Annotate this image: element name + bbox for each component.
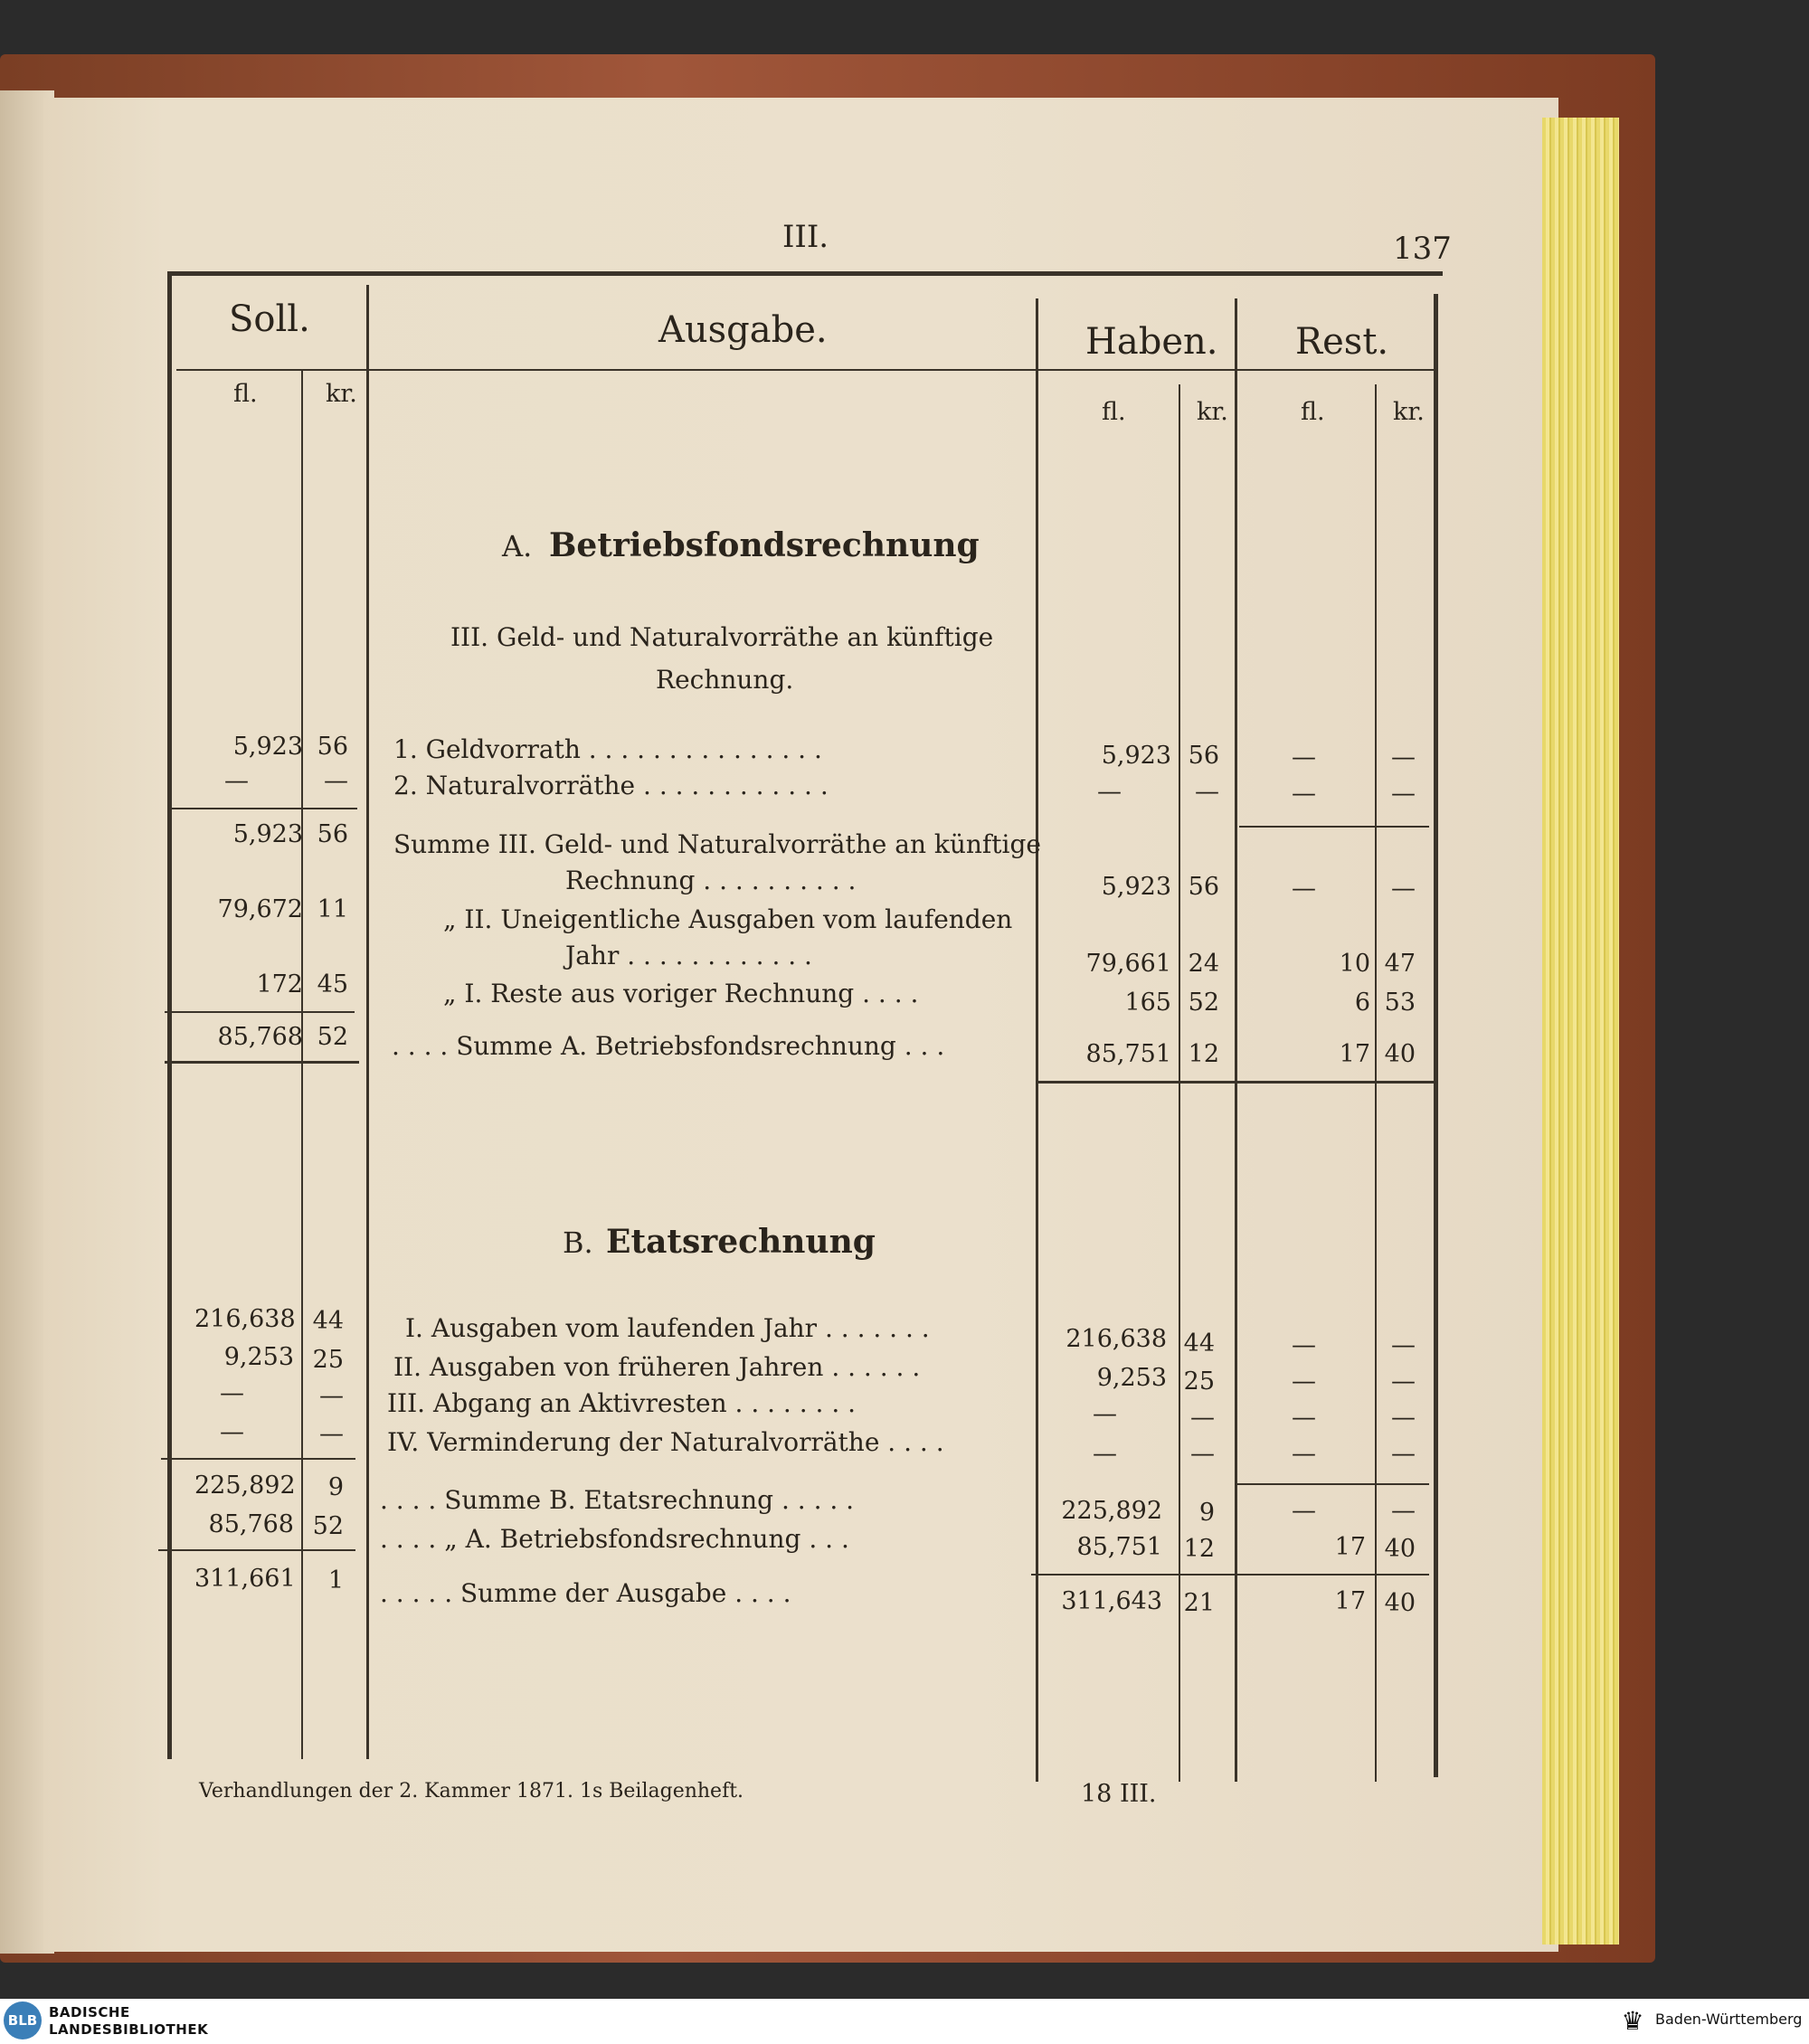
rest-kr: 47 [1384,950,1416,978]
col-sub-haben-fl: fl. [1102,398,1126,426]
sum-rule [1235,1483,1429,1485]
haben-kr: — [1190,1404,1215,1432]
bw-wordmark[interactable]: Baden-Württemberg [1655,2011,1803,2028]
soll-kr: 11 [317,895,348,923]
rest-kr: 40 [1384,1040,1416,1068]
rest-fl: — [1292,1497,1316,1525]
soll-fl: 172 [256,970,303,998]
row-label: IV. Verminderung der Naturalvorräthe . . . . [387,1427,944,1457]
rest-fl: — [1292,780,1316,808]
soll-fl: 5,923 [232,820,303,848]
row-label: . . . . . Summe der Ausgabe . . . . [380,1578,791,1608]
soll-fl: 311,661 [194,1565,296,1593]
rest-fl: — [1292,1367,1316,1396]
soll-kr: 9 [327,1473,344,1501]
soll-fl: — [224,767,249,795]
rest-fl: — [1292,1331,1316,1359]
col-divider-rest [1235,298,1237,1782]
haben-kr: 24 [1188,950,1219,978]
soll-fl: — [220,1379,244,1407]
rest-fl: 17 [1334,1587,1366,1615]
haben-fl: 311,643 [1061,1587,1162,1615]
rest-kr: 53 [1384,989,1416,1017]
section-a-title: Betriebsfondsrechnung [549,526,980,564]
haben-fl: — [1093,1400,1117,1428]
col-sub-rest-kr: kr. [1393,398,1425,426]
soll-kr: 52 [312,1512,344,1540]
haben-kr: 21 [1183,1589,1215,1617]
soll-fl: 85,768 [217,1023,303,1051]
rest-fl: — [1292,875,1316,903]
col-sub-haben-kr: kr. [1197,398,1228,426]
col-sub-soll-fl: fl. [233,380,258,408]
row-label: . . . . „ A. Betriebsfondsrechnung . . . [380,1524,849,1554]
sum-rule-double [165,1061,359,1064]
viewer-footer-bar [0,1999,1809,2044]
row-label: . . . . Summe B. Etatsrechnung . . . . . [380,1485,855,1515]
sum-rule [1031,1574,1429,1576]
table-top-rule [167,271,1443,276]
haben-kr: 52 [1188,989,1219,1017]
haben-fl: 85,751 [1085,1040,1171,1068]
col-header-rest: Rest. [1295,321,1389,363]
rest-fl: — [1292,1404,1316,1432]
haben-fl: 216,638 [1066,1325,1167,1353]
blb-logo-icon[interactable]: BLB [4,2001,42,2039]
sum-rule [158,1549,355,1551]
right-border [1434,294,1438,1777]
sum-rule [1239,826,1429,828]
soll-fl: 85,768 [208,1510,294,1538]
soll-kr: 45 [317,970,348,998]
col-sub-soll-kr: kr. [326,380,357,408]
haben-kr: 56 [1188,873,1219,901]
section-a-subtitle-2: Rechnung. [656,665,794,695]
col-divider-soll [366,285,369,1759]
soll-fl: 225,892 [194,1471,296,1500]
rest-kr: — [1391,780,1416,808]
col-header-ausgabe: Ausgabe. [658,309,828,351]
haben-fl: 225,892 [1061,1497,1162,1525]
footer-signature: 18 III. [1081,1780,1157,1808]
row-label: Summe III. Geld- und Naturalvorräthe an künftige [393,829,1041,859]
row-label-cont: Jahr . . . . . . . . . . . . [565,941,812,970]
haben-fl: 79,661 [1085,950,1171,978]
soll-kr: 25 [312,1346,344,1374]
row-label: „ I. Reste aus voriger Rechnung . . . . [443,979,919,1008]
rest-fl: 17 [1339,1040,1370,1068]
blb-line-1: BADISCHE [49,2004,130,2020]
haben-kr: 12 [1188,1040,1219,1068]
page-edges [1542,118,1619,1945]
soll-fl: 79,672 [217,895,303,923]
rest-fl: 10 [1339,950,1370,978]
rest-kr: — [1391,1367,1416,1396]
rest-kr: — [1391,1331,1416,1359]
row-label: „ II. Uneigentliche Ausgaben vom laufenden [443,904,1013,934]
haben-fl: — [1097,778,1122,806]
row-label-cont: Rechnung . . . . . . . . . . [565,866,857,895]
section-b-title: Etatsrechnung [606,1223,876,1261]
soll-kr: — [324,767,348,795]
page-number: 137 [1393,231,1452,267]
rest-kr: 40 [1384,1535,1416,1563]
row-label: III. Abgang an Aktivresten . . . . . . . . [387,1388,857,1418]
rest-kr: — [1391,743,1416,771]
soll-kr: 56 [317,733,348,761]
rest-fl: — [1292,743,1316,771]
haben-fl: 165 [1124,989,1171,1017]
rest-fl: — [1292,1440,1316,1468]
soll-kr: 1 [327,1566,344,1595]
coat-of-arms-icon: ♛ [1621,2006,1644,2036]
haben-fl: 9,253 [1096,1364,1167,1392]
col-divider-haben [1036,298,1038,1782]
footer-citation: Verhandlungen der 2. Kammer 1871. 1s Beilagenheft. [199,1780,744,1803]
row-label: . . . . Summe A. Betriebsfondsrechnung . . . [392,1031,945,1061]
blb-wordmark[interactable] [49,2004,248,2039]
haben-fl: 5,923 [1101,873,1171,901]
haben-fl: — [1093,1440,1117,1468]
sum-rule [161,1458,355,1460]
rest-fl: 17 [1334,1533,1366,1561]
col-sub-rest-fl: fl. [1301,398,1325,426]
row-label: II. Ausgaben von früheren Jahren . . . . . . [393,1352,921,1382]
section-a-subtitle: III. Geld- und Naturalvorräthe an künftige [450,622,994,652]
haben-fl: 5,923 [1101,742,1171,770]
header-rule [176,369,1434,371]
sum-rule [165,1011,355,1013]
left-border [167,271,172,1759]
rest-kr: — [1391,1440,1416,1468]
rest-kr: — [1391,1404,1416,1432]
rest-kr: — [1391,1497,1416,1525]
blb-line-2: LANDESBIBLIOTHEK [49,2021,209,2038]
section-b-letter: B. [563,1225,593,1260]
soll-fl: 9,253 [223,1343,294,1371]
section-number: III. [782,219,829,255]
haben-kr: 56 [1188,742,1219,770]
soll-kr: 44 [312,1307,344,1335]
soll-kr: — [319,1420,344,1448]
col-header-soll: Soll. [229,298,310,340]
row-label: 1. Geldvorrath . . . . . . . . . . . . . . . [393,734,822,764]
rest-kr: 40 [1384,1589,1416,1617]
soll-fl: 5,923 [232,733,303,761]
haben-kr: 9 [1198,1499,1215,1527]
row-label: 2. Naturalvorräthe . . . . . . . . . . . . [393,771,829,800]
haben-kr: — [1195,778,1219,806]
haben-kr: 12 [1183,1535,1215,1563]
row-label: I. Ausgaben vom laufenden Jahr . . . . . . . [405,1313,930,1343]
haben-kr: — [1190,1440,1215,1468]
sum-rule-double [1036,1081,1434,1084]
soll-kr: — [319,1382,344,1410]
sum-rule [167,808,357,809]
haben-kr: 44 [1183,1330,1215,1358]
soll-fl: — [220,1418,244,1446]
haben-fl: 85,751 [1076,1533,1162,1561]
soll-kr: 56 [317,820,348,848]
section-a-letter: A. [502,529,533,563]
soll-kr: 52 [317,1023,348,1051]
soll-fl: 216,638 [194,1305,296,1333]
rest-fl: 6 [1354,989,1370,1017]
rest-kr: — [1391,875,1416,903]
haben-kr: 25 [1183,1367,1215,1396]
col-header-haben: Haben. [1085,321,1218,363]
